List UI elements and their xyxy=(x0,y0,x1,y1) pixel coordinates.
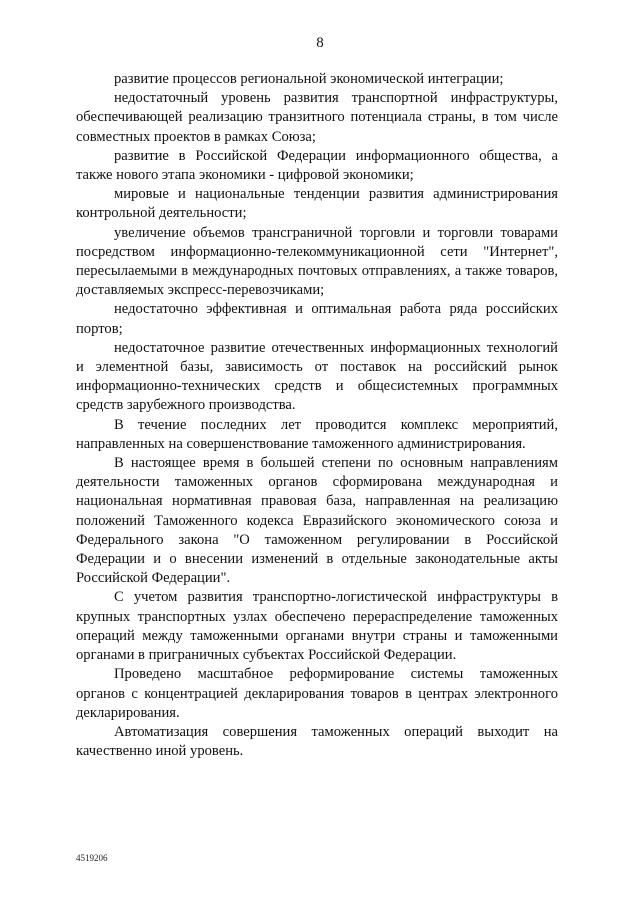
paragraph: мировые и национальные тенденции развития администрирования контрольной деятельности; xyxy=(76,186,558,222)
paragraph: недостаточное развитие отечественных информационных технологий и элементной базы, зависимость от поставок на российский рынок информационно-технических средств и общесистемных программных средств зарубежного производства. xyxy=(76,339,558,414)
page-number: 8 xyxy=(316,35,324,51)
paragraph: С учетом развития транспортно-логистической инфраструктуры в крупных транспортных узлах обеспечено перераспределение таможенных операций между таможенными органами внутри страны и таможенными органами в приграничных субъектах Российской Федерации. xyxy=(76,589,558,664)
paragraph: В настоящее время в большей степени по основным направлениям деятельности таможенных органов сформирована международная и национальная нормативная правовая база, направленная на реализацию положений Таможенного кодекса Евразийского экономического союза и Федерального закона "О таможенном регулировании в Российской Федерации и о внесении изменений в отдельные законодательные акты Российской Федерации". xyxy=(76,455,558,587)
paragraph: увеличение объемов трансграничной торговли и торговли товарами посредством информационно-телекоммуникационной сети "Интернет", пересылаемыми в международных почтовых отправлениях, а также товаров, доставляемых экспресс-перевозчиками; xyxy=(76,224,558,299)
paragraph: развитие в Российской Федерации информационного общества, а также нового этапа экономики - цифровой экономики; xyxy=(76,147,558,184)
paragraph: Автоматизация совершения таможенных операций выходит на качественно иной уровень. xyxy=(76,723,558,760)
paragraph: развитие процессов региональной экономической интеграции; xyxy=(114,71,504,87)
body-text xyxy=(76,70,558,761)
document-code: 4519206 xyxy=(76,853,108,863)
paragraph: В течение последних лет проводится комплекс мероприятий, направленных на совершенствование таможенного администрирования. xyxy=(76,416,558,452)
paragraph: недостаточный уровень развития транспортной инфраструктуры, обеспечивающей реализацию транзитного потенциала страны, в том числе совместных проектов в рамках Союза; xyxy=(76,90,558,145)
paragraph: Проведено масштабное реформирование системы таможенных органов с концентрацией декларирования товаров в центрах электронного декларирования. xyxy=(76,666,558,721)
paragraph: недостаточно эффективная и оптимальная работа ряда российских портов; xyxy=(76,301,558,337)
